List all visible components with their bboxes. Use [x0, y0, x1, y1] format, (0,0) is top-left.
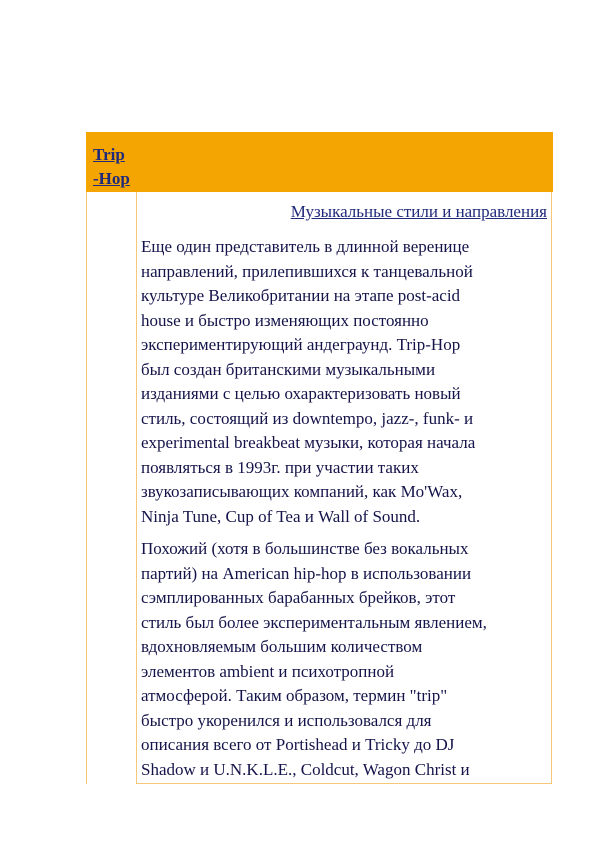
text-line: стиль, состоящий из downtempo, jazz-, funk- и — [141, 408, 474, 428]
title-line-1: Trip — [93, 145, 125, 164]
text-line: экспериментирующий андеграунд. Trip-Hop — [141, 335, 461, 354]
text-line: Ninja Tune, Cup of Tea и Wall of Sound. — [141, 506, 421, 526]
text-line: партий) на American hip-hop в использовании — [141, 563, 472, 583]
text-line: стиль был более экспериментальным явлением, — [141, 612, 487, 632]
text-line: был создан британскими музыкальными — [141, 359, 436, 379]
paragraph-1 — [141, 235, 541, 529]
text-line: описания всего от Portishead и Tricky до DJ — [141, 735, 455, 754]
text-line: сэмплированных барабанных брейков, этот — [141, 588, 456, 607]
text-line: атмосферой. Таким образом, термин "trip" — [141, 686, 448, 705]
text-line: изданиями с целью охарактеризовать новый — [141, 384, 461, 403]
header-bar — [86, 132, 553, 192]
title-line-2: -Hop — [93, 169, 130, 188]
text-line: элементов ambient и психотропной — [141, 661, 395, 681]
text-line: Еще один представитель в длинной веренице — [141, 237, 470, 256]
text-line: Shadow и U.N.K.L.E., Coldcut, Wagon Christ и — [141, 759, 470, 779]
text-line: культуре Великобритании на этапе post-acid — [141, 286, 461, 305]
left-column-border — [86, 192, 87, 784]
text-line: вдохновляемым большим количеством — [141, 637, 423, 656]
trip-hop-title-link[interactable] — [93, 143, 139, 191]
music-styles-link[interactable]: Музыкальные стили и направления — [290, 202, 547, 221]
text-line: house и быстро изменяющих постоянно — [141, 310, 429, 330]
content-cell — [136, 192, 552, 784]
text-line: звукозаписывающих компаний, как Mo'Wax, — [141, 482, 463, 501]
text-line: experimental breakbeat музыки, которая начала — [141, 433, 476, 452]
text-line: направлений, прилепившихся к танцевальной — [141, 261, 473, 281]
text-line: быстро укоренился и использовался для — [141, 710, 432, 730]
paragraph-2 — [141, 537, 541, 782]
text-line: Похожий (хотя в большинстве без вокальных — [141, 539, 469, 558]
text-line: появляться в 1993г. при участии таких — [141, 457, 419, 477]
